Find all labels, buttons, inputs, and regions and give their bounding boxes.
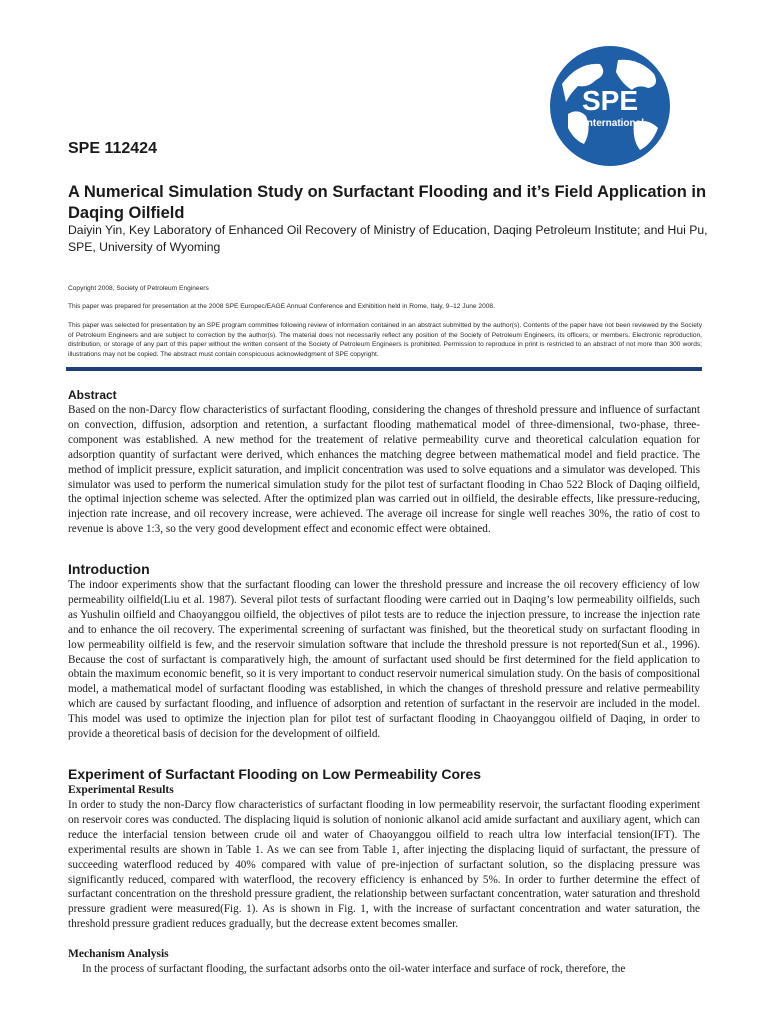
abstract-text: Based on the non-Darcy flow characteristics of surfactant flooding, considering the changes of threshold pressure and influence of surfactant on convection, diffusion, adsorption and retention, a surfactant flooding mathematical model of three-dimensional, two-phase, three-component was established. A new method for the treatement of relative permeability curve and theoretical calculation equation for adsorption quantity of surfactant were derived, which enhances the matching degree between mathematical model and field practice. The method of implicit pressure, explicit saturation, and implicit concentration was used to solve equations and a simulator was developed. This simulator was used to perform the numerical simulation study for the pilot test of surfactant flooding in Chao 522 Block of Daqing oilfield, the optimal injection scheme was selected. After the optimized plan was carried out in oilfield, the desirable effects, like pressure-reducing, injection rate increase, and oil recovery increase, were achieved. The average oil increase for single well reaches 30%, the ratio of cost to revenue is above 1:3, so the very good development effect and economic effect were obtained. bbox=[68, 404, 700, 536]
paper-id: SPE 112424 bbox=[68, 140, 157, 157]
experimental-results-text: In order to study the non-Darcy flow characteristics of surfactant flooding in low permeability reservoir, the surfactant flooding experiment on reservoir cores was conducted. The displacing liquid is solution of nonionic alkanol acid amide surfactant and auxiliary agent, which can reduce the interfacial tension between crude oil and water of Chaoyanggou oilfield to reach ultra low interfacial tension(IFT). The experimental results are shown in Table 1. As we can see from Table 1, after injecting the displacing liquid of surfactant, the pressure of succeeding waterflood reduced by 40% compared with value of pre-injection of surfactant solution, so the displacing pressure was significantly reduced, compared with waterflood, the recovery efficiency is enhanced by 5%. In order to further determine the effect of surfactant concentration on the threshold pressure gradient, the relationship between surfactant concentration, water saturation and threshold pressure gradient were measured(Fig. 1). As is shown in Fig. 1, with the increase of surfactant concentration and water saturation, the threshold pressure gradient reduces gradually, but the decrease extent becomes smaller. bbox=[68, 799, 700, 931]
logo-main-text: SPE bbox=[581, 85, 639, 116]
spe-logo bbox=[548, 44, 672, 168]
introduction-heading: Introduction bbox=[68, 561, 150, 577]
paper-title: A Numerical Simulation Study on Surfactant Flooding and it’s Field Application in Daqing Oilfield bbox=[68, 183, 707, 222]
review-disclaimer: This paper was selected for presentation by an SPE program committee following review of information contained in an abstract submitted by the author(s). Contents of the paper have not been reviewed by the Society of Petroleum Engineers and are subject to correction by the author(s). The material does not necessarily reflect any position of the Society of Petroleum Engineers, its officers, or members. Electronic reproduction, distribution, or storage of any part of this paper without the written consent of the Society of Petroleum Engineers is prohibited. Permission to reproduce in print is restricted to an abstract of not more than 300 words; illustrations may not be copied. The abstract must contain conspicuous acknowledgment of SPE copyright. bbox=[68, 322, 702, 358]
copyright-line: Copyright 2008, Society of Petroleum Engineers bbox=[68, 285, 209, 292]
logo-sub-text: International bbox=[583, 118, 645, 129]
author-affiliations: Daiyin Yin, Key Laboratory of Enhanced Oil Recovery of Ministry of Education, Daqing Petroleum Institute; and Hui Pu, SPE, University of Wyoming bbox=[68, 223, 708, 254]
experiment-heading: Experiment of Surfactant Flooding on Low Permeability Cores bbox=[68, 766, 482, 782]
header-divider bbox=[66, 367, 702, 371]
abstract-heading: Abstract bbox=[68, 388, 117, 402]
conference-note: This paper was prepared for presentation at the 2008 SPE Europec/EAGE Annual Conference and Exhibition held in Rome, Italy, 9–12 June 2008. bbox=[68, 303, 495, 310]
introduction-text: The indoor experiments show that the surfactant flooding can lower the threshold pressure and increase the oil recovery efficiency of low permeability oilfield(Liu et al. 1987). Several pilot tests of surfactant flooding were carried out in Daqing’s low permeability oilfields, such as Yushulin oilfield and Chaoyanggou oilfield, the objectives of pilot tests are to reduce the injection pressure, to increase the injection rate and to enhance the oil recovery. The experimental screening of surfactant was finished, but the theoretical study on surfactant flooding in low permeability oilfield is few, and the reservoir simulation software that include the threshold pressure is not reported(Sun et al., 1996). Because the cost of surfactant is comparatively high, the amount of surfactant used should be first determined for the field application to obtain the maximum economic benefit, so it is very important to conduct reservoir numerical simulation study. On the basis of compositional model, a mathematical model of surfactant flooding was established, in which the changes of threshold pressure and relative permeability which are caused by surfactant flooding, and influence of adsorption and retention of surfactant in the reservoir are included in the model. This model was used to optimize the injection plan for pilot test of surfactant flooding in Chaoyanggou oilfield of Daqing, in order to provide a theoretical basis of decision for the development of oilfield. bbox=[68, 579, 700, 741]
mechanism-analysis-subheading: Mechanism Analysis bbox=[68, 948, 169, 960]
experimental-results-subheading: Experimental Results bbox=[68, 784, 174, 796]
mechanism-analysis-text: In the process of surfactant flooding, the surfactant adsorbs onto the oil-water interface and surface of rock, therefore, the bbox=[82, 963, 626, 975]
